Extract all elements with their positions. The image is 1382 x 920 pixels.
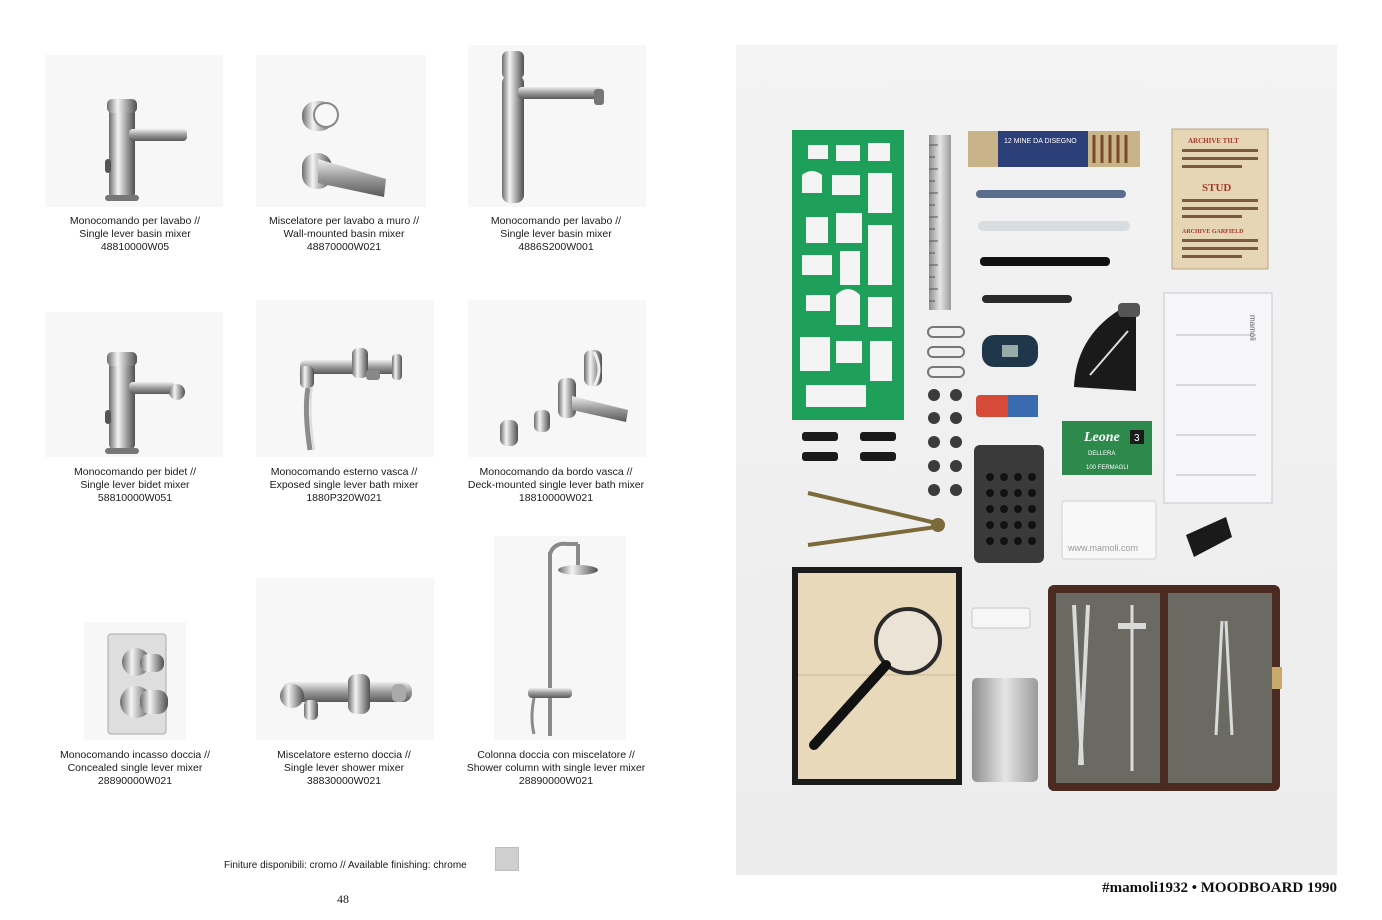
product-code: 28890000W021 xyxy=(518,775,594,787)
product-name-it: Monocomando per bidet // xyxy=(74,466,196,478)
product-image-shower-mixer xyxy=(256,578,434,740)
moodboard-photo xyxy=(736,45,1337,875)
product-name-it: Monocomando per lavabo // xyxy=(69,215,201,227)
product-name-en: Deck-mounted single lever bath mixer xyxy=(467,479,645,491)
product-code: 58810000W051 xyxy=(97,492,173,504)
product-code: 38830000W021 xyxy=(306,775,382,787)
product-name-en: Wall-mounted basin mixer xyxy=(283,228,405,240)
product-name-it: Monocomando esterno vasca // xyxy=(270,466,418,478)
product-name-en: Exposed single lever bath mixer xyxy=(269,479,419,491)
product-image-concealed-mixer xyxy=(84,622,186,740)
concealed-mixer-icon xyxy=(84,622,186,740)
fountain-pen xyxy=(980,257,1110,266)
product-name-it: Colonna doccia con miscelatore // xyxy=(477,749,635,761)
moodboard-title: #mamoli1932 • MOODBOARD 1990 xyxy=(1102,880,1337,896)
card-title: ARCHIVE TILT xyxy=(1188,137,1239,145)
pencil-box-label: 12 MINE DA DISEGNO xyxy=(1004,138,1077,145)
product-image-deck-bath-mixer xyxy=(468,300,646,457)
chrome-finish-swatch xyxy=(495,847,519,871)
product-name-it: Monocomando da bordo vasca // xyxy=(479,466,633,478)
tall-basin-mixer-icon xyxy=(468,45,646,207)
drawing-pins xyxy=(928,389,962,496)
product-image-bath-mixer xyxy=(256,300,434,457)
product-caption xyxy=(234,215,454,254)
product-code: 48870000W021 xyxy=(306,241,382,253)
product-name-en: Single lever bidet mixer xyxy=(80,479,190,491)
protractor-tool xyxy=(1074,307,1136,391)
green-stencil xyxy=(792,130,904,420)
wall-basin-mixer-icon xyxy=(256,55,426,207)
product-caption xyxy=(446,215,666,254)
product-image-wall-basin-mixer xyxy=(256,55,426,207)
shower-column-icon xyxy=(494,536,626,740)
product-caption xyxy=(446,749,666,788)
product-name-en: Shower column with single lever mixer xyxy=(466,762,646,774)
product-name-en: Concealed single lever mixer xyxy=(67,762,203,774)
product-name-it: Monocomando incasso doccia // xyxy=(60,749,210,761)
drawing-compass xyxy=(808,493,936,545)
product-code: 18810000W021 xyxy=(518,492,594,504)
usb-url: www.mamoli.com xyxy=(1068,543,1139,553)
deck-bath-mixer-icon xyxy=(468,300,646,457)
usb-stick xyxy=(972,608,1030,628)
product-image-shower-column xyxy=(494,536,626,740)
product-image-basin-mixer xyxy=(45,55,223,207)
pen xyxy=(978,221,1130,231)
bath-mixer-icon xyxy=(256,300,434,457)
basin-mixer-icon xyxy=(45,55,223,207)
product-name-it: Miscelatore esterno doccia // xyxy=(277,749,411,761)
product-name-en: Single lever shower mixer xyxy=(283,762,405,774)
notepad-brand: mamoli xyxy=(1248,315,1257,341)
card-stud: STUD xyxy=(1202,182,1232,194)
product-code: 28890000W021 xyxy=(97,775,173,787)
product-code: 4886S200W001 xyxy=(518,241,594,253)
card-garfield: ARCHIVE GARFIELD xyxy=(1182,229,1244,235)
bidet-mixer-icon xyxy=(45,312,223,457)
product-caption xyxy=(25,466,245,505)
finishing-note: Finiture disponibili: cromo // Available finishing: chrome xyxy=(224,860,467,871)
shower-mixer-icon xyxy=(256,578,434,740)
product-image-tall-basin-mixer xyxy=(468,45,646,207)
product-code: 48810000W05 xyxy=(100,241,170,253)
paperclips xyxy=(928,327,964,377)
clip-number: 3 xyxy=(1134,433,1140,444)
pen xyxy=(982,295,1072,303)
page-number: 48 xyxy=(337,892,349,906)
product-name-it: Miscelatore per lavabo a muro // xyxy=(269,215,419,227)
card-holder xyxy=(972,678,1038,782)
product-code: 1880P320W021 xyxy=(306,492,382,504)
product-image-bidet-mixer xyxy=(45,312,223,457)
staple-remover xyxy=(1186,517,1232,557)
product-name-en: Single lever basin mixer xyxy=(500,228,612,240)
product-caption xyxy=(25,215,245,254)
clip-brand: Leone xyxy=(1084,430,1120,445)
calculator xyxy=(974,445,1044,563)
product-caption xyxy=(234,749,454,788)
product-name-it: Monocomando per lavabo // xyxy=(490,215,622,227)
clip-count: 100 FERMAGLI xyxy=(1086,465,1129,471)
clip-sub: DELLERA xyxy=(1088,451,1116,457)
product-caption xyxy=(234,466,454,505)
product-name-en: Single lever basin mixer xyxy=(79,228,191,240)
product-caption xyxy=(25,749,245,788)
product-caption xyxy=(446,466,666,505)
ruler xyxy=(929,135,951,310)
binder-clips xyxy=(802,432,896,461)
pen xyxy=(976,190,1126,198)
